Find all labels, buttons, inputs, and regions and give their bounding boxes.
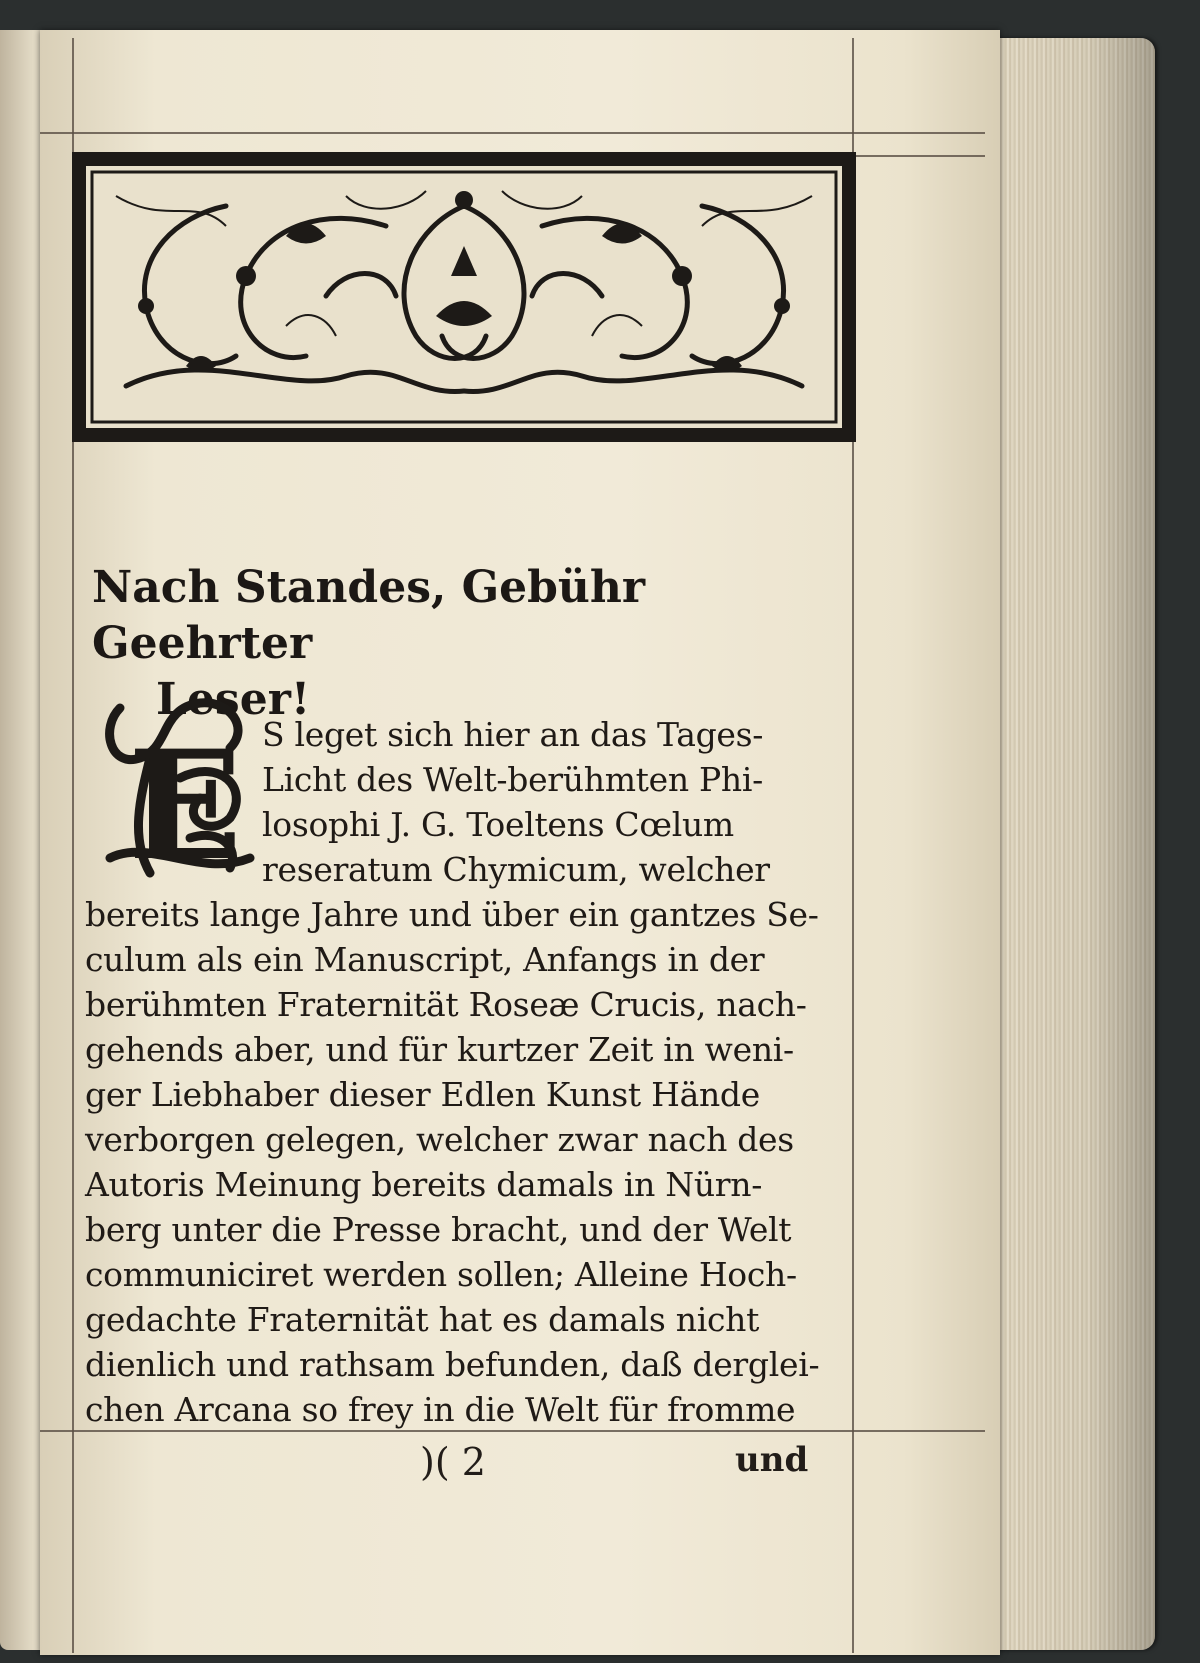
body-line-3: losophi J. G. Toeltens Cœlum [262,805,734,844]
ornamental-headpiece [72,152,856,442]
initial-flourish-icon [90,688,260,888]
floral-ornament-icon [86,166,842,428]
body-line-1: S leget sich hier an das Tages- [262,715,764,754]
body-line-9: ger Liebhaber dieser Edlen Kunst Hände [85,1075,760,1114]
body-line-4: reseratum Chymicum, welcher [262,850,770,889]
heading-line-2: Leser! [156,674,311,725]
body-line-7: berühmten Fraternität Roseæ Crucis, nach- [85,985,807,1024]
body-line-8: gehends aber, und für kurtzer Zeit in weni- [85,1030,794,1069]
body-line-10: verborgen gelegen, welcher zwar nach des [85,1120,794,1159]
catchword: und [735,1440,809,1480]
body-line-11: Autoris Meinung bereits damals in Nürn- [85,1165,763,1204]
show-through-text [480,455,820,545]
initial-letter: E [128,718,243,888]
signature-mark: )( 2 [420,1440,486,1484]
page-stack-shadow [985,38,1155,1650]
body-line-12: berg unter die Presse bracht, und der Welt [85,1210,792,1249]
heading-line-1: Nach Standes, Gebühr Geehrter [92,562,646,669]
frame-rule-top [40,132,985,134]
decorated-initial [90,688,260,888]
body-line-6: culum als ein Manuscript, Anfangs in der [85,940,765,979]
body-line-15: dienlich und rathsam befunden, daß derglei- [85,1345,820,1384]
body-line-13: communiciret werden sollen; Alleine Hoch- [85,1255,797,1294]
body-line-2: Licht des Welt-berühmten Phi- [262,760,763,799]
body-line-14: gedachte Fraternität hat es damals nicht [85,1300,760,1339]
body-line-5: bereits lange Jahre und über ein gantzes Se- [85,895,819,934]
body-line-16: chen Arcana so frey in die Welt für fromme [85,1390,796,1429]
